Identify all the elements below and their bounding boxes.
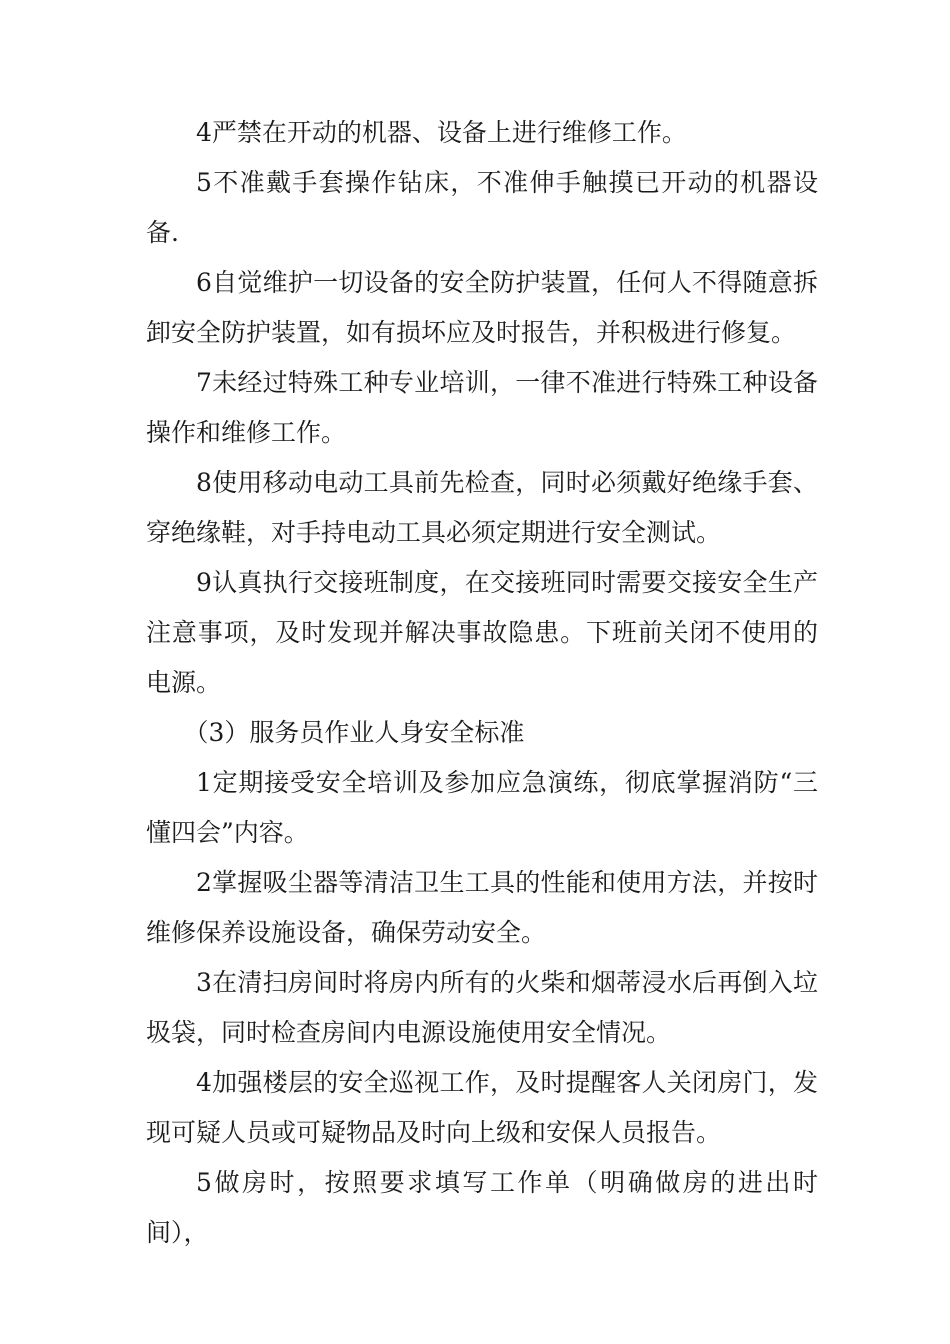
paragraph-rule-5: 5不准戴手套操作钻床，不准伸手触摸已开动的机器设备. — [146, 168, 818, 247]
paragraph-staff-rule-4: 4加强楼层的安全巡视工作，及时提醒客人关闭房门，发现可疑人员或可疑物品及时向上级和安保人员报告。 — [146, 1068, 818, 1147]
paragraph-staff-rule-5: 5做房时，按照要求填写工作单（明确做房的进出时间）， — [146, 1168, 818, 1247]
paragraph-rule-7: 7未经过特殊工种专业培训，一律不准进行特殊工种设备操作和维修工作。 — [146, 368, 818, 447]
document-body — [146, 108, 818, 1258]
paragraph-rule-8: 8使用移动电动工具前先检查，同时必须戴好绝缘手套、穿绝缘鞋，对手持电动工具必须定期进行安全测试。 — [146, 468, 818, 547]
section-heading: （3）服务员作业人身安全标准 — [183, 718, 525, 747]
paragraph-staff-rule-2: 2掌握吸尘器等清洁卫生工具的性能和使用方法，并按时维修保养设施设备，确保劳动安全。 — [146, 868, 818, 947]
paragraph-rule-6: 6自觉维护一切设备的安全防护装置，任何人不得随意拆卸安全防护装置，如有损坏应及时报告，并积极进行修复。 — [146, 268, 818, 347]
paragraph-rule-4: 4严禁在开动的机器、设备上进行维修工作。 — [196, 118, 687, 147]
paragraph-staff-rule-1: 1定期接受安全培训及参加应急演练，彻底掌握消防“三懂四会”内容。 — [146, 768, 818, 847]
paragraph-rule-9: 9认真执行交接班制度，在交接班同时需要交接安全生产注意事项，及时发现并解决事故隐患。下班前关闭不使用的电源。 — [146, 568, 818, 697]
paragraph-staff-rule-3: 3在清扫房间时将房内所有的火柴和烟蒂浸水后再倒入垃圾袋，同时检查房间内电源设施使用安全情况。 — [146, 968, 818, 1047]
